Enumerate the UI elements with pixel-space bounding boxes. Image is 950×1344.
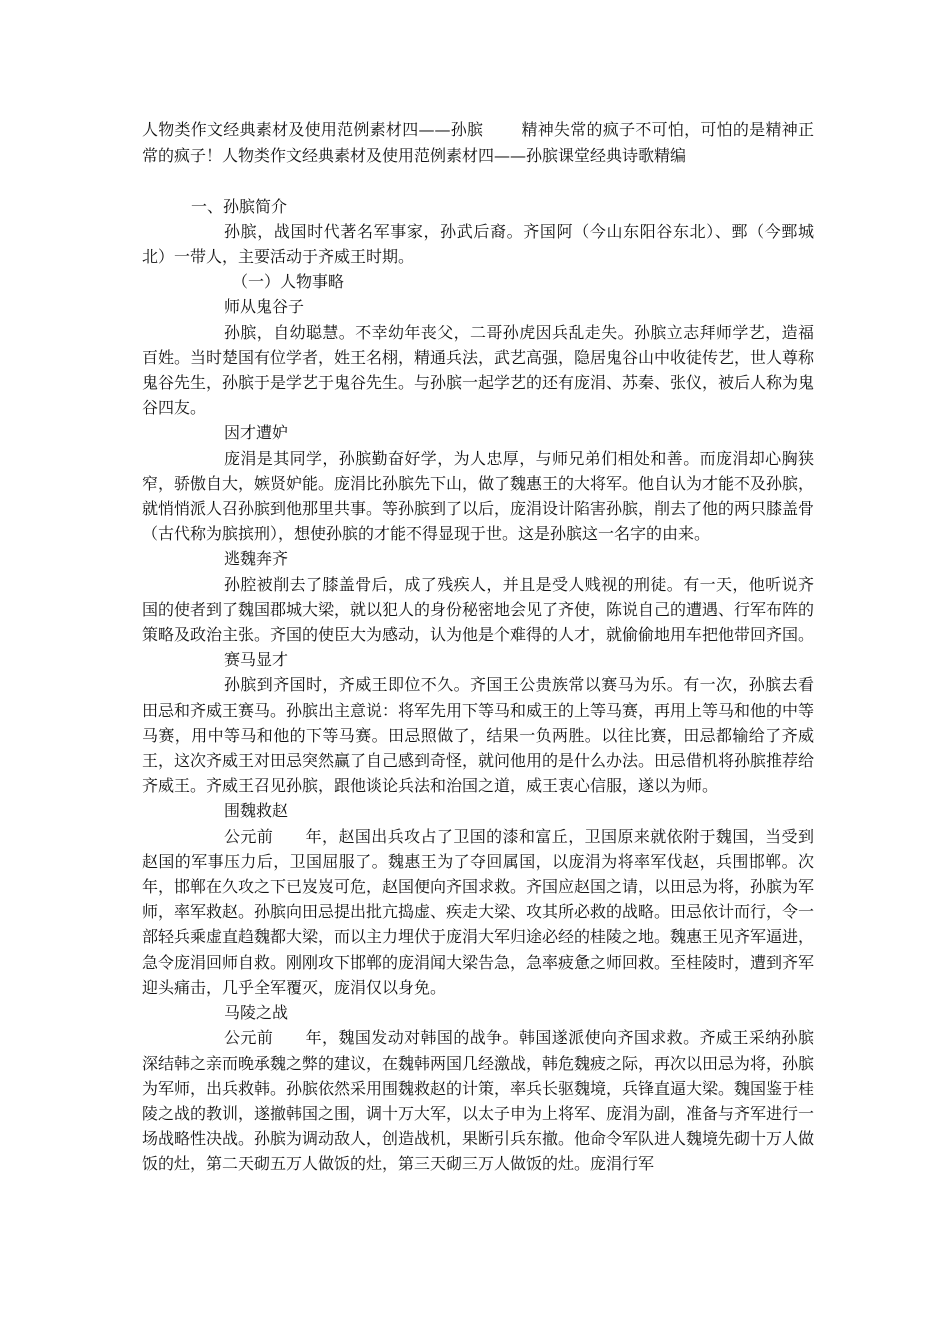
story-title: 赛马显才 [224,650,289,670]
story-text: 年，赵国出兵攻占了卫国的漆和富丘，卫国原来就依附于魏国，当受到赵国的军事压力后，卫国屈服了。魏惠王为了夺回属国，以庞涓为将率军伐赵，兵围邯郸。次年，邯郸在久攻之下已岌岌可危，赵国便向齐国求救。齐国应赵国之请，以田忌为将，孙膑为军师，率军救赵。孙膑向田忌提出批亢捣虚、疾走大梁、攻其所必救的战略。田忌依计而行，令一部轻兵乘虚直趋魏都大梁，而以主力埋伏于庞涓大军归途必经的桂陵之地。魏惠王见齐军逼进，急令庞涓回师自救。刚刚攻下邯郸的庞涓闻大梁告急，急率疲惫之师回救。至桂陵时，遭到齐军迎头痛击，几乎全军覆灭，庞涓仅以身免。 [142,826,815,997]
subsection-heading: （一）人物事略 [232,272,345,292]
story-paragraph: 孙膑，自幼聪慧。不幸幼年丧父，二哥孙虎因兵乱走失。孙膑立志拜师学艺，造福百姓。当时楚国有位学者，姓王名栩，精通兵法，武艺高强，隐居鬼谷山中收徒传艺，世人尊称鬼谷先生，孙膑于是学艺于鬼谷先生。与孙膑一起学艺的还有庞涓、苏秦、张仪，被后人称为鬼谷四友。 [142,322,815,418]
story-title: 师从鬼谷子 [224,297,305,317]
story-title: 围魏救赵 [224,801,289,821]
story-paragraph: 庞涓是其同学，孙膑勤奋好学，为人忠厚，与师兄弟们相处和善。而庞涓却心胸狭窄，骄傲自大，嫉贤妒能。庞涓比孙膑先下山，做了魏惠王的大将军。他自认为才能不及孙膑，就悄悄派人召孙膑到他那里共事。等孙膑到了以后，庞涓设计陷害孙膑，削去了他的两只膝盖骨（古代称为膑摈刑），想使孙膑的才能不得显现于世。这是孙膑这一名字的由来。 [142,448,815,544]
year-lead: 公元前 [224,1028,274,1048]
document-page [142,117,814,1177]
story-paragraph: 孙腔被削去了膝盖骨后，成了残疾人，并且是受人贱视的刑徒。有一天，他听说齐国的使者到了魏国郡城大梁，就以犯人的身份秘密地会见了齐使，陈说自己的遭遇、行军布阵的策略及政治主张。齐国的使臣大为感动，认为他是个难得的人才，就偷偷地用车把他带回齐国。 [142,574,815,645]
story-paragraph [142,1025,814,1176]
intro-paragraph: 孙膑，战国时代著名军事家，孙武后裔。齐国阿（今山东阳谷东北）、鄄（今鄄城北）一带人，主要活动于齐威王时期。 [142,221,814,266]
story-title: 马陵之战 [224,1003,289,1023]
section-heading: 一、孙膑简介 [191,196,288,216]
story-text: 年，魏国发动对韩国的战争。韩国遂派使向齐国求救。齐威王采纳孙膑深结韩之亲而晚承魏之弊的建议，在魏韩两国几经激战，韩危魏疲之际，再次以田忌为将，孙膑为军师，出兵救韩。孙膑依然采用围魏救赵的计策，率兵长驱魏境，兵锋直逼大梁。魏国鉴于桂陵之战的教训，遂撤韩国之围，调十万大军，以太子申为上将军、庞涓为副，准备与齐军进行一场战略性决战。孙膑为调动敌人，创造战机，果断引兵东撤。他命令军队进人魏境先砌十万人做饭的灶，第二天砌五万人做饭的灶，第三天砌三万人做饭的灶。庞涓行军 [142,1028,815,1174]
year-lead: 公元前 [224,826,274,846]
story-paragraph [142,824,814,1000]
title-part-1: 人物类作文经典素材及使用范例素材四——孙膑 [142,120,484,139]
story-paragraph: 孙膑到齐国时，齐威王即位不久。齐国王公贵族常以赛马为乐。有一次，孙膑去看田忌和齐威王赛马。孙膑出主意说：将军先用下等马和威王的上等马赛，再用上等马和他的中等马赛，用中等马和他的下等马赛。田忌照做了，结果一负两胜。以往比赛，田忌都输给了齐威王，这次齐威王对田忌突然赢了自己感到奇怪，就问他用的是什么办法。田忌借机将孙膑推荐给齐威王。齐威王召见孙膑，跟他谈论兵法和治国之道，威王衷心信服，遂以为师。 [142,675,815,796]
story-title: 逃魏奔齐 [224,549,289,569]
title-part-2: 精神失常的疯子不可怕，可怕的是精神正常的疯子！人物类作文经典素材及使用范例素材四——孙膑课堂经典诗歌精编 [142,120,814,165]
story-title: 因才遭妒 [224,423,289,443]
document-title [142,117,814,169]
